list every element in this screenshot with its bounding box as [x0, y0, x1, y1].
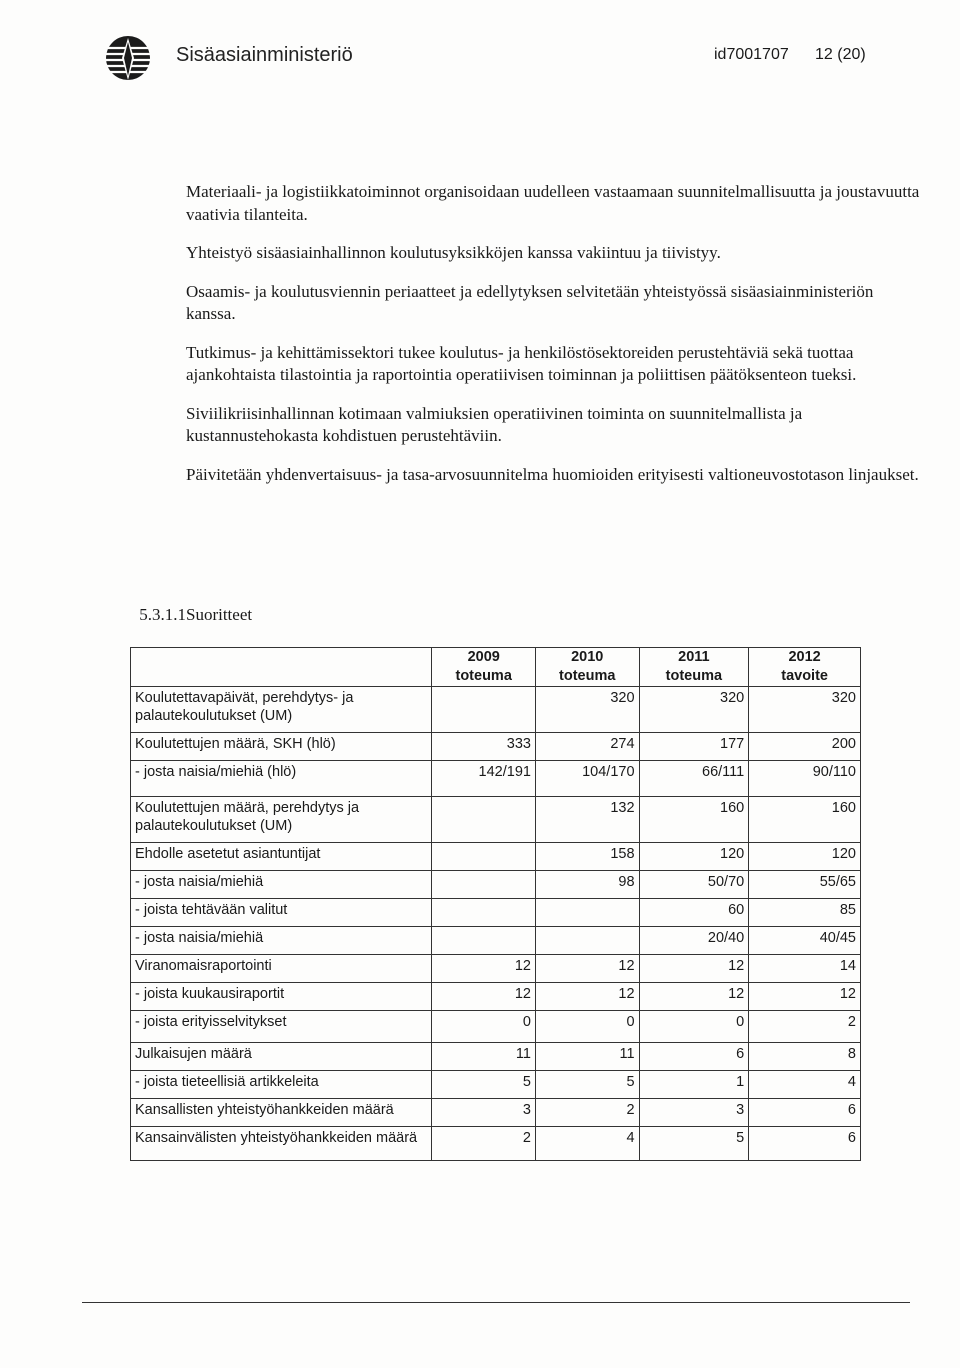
row-value: 12: [639, 983, 749, 1011]
paragraph: Osaamis- ja koulutusviennin periaatteet ja edellytyksen selvitetään yhteistyössä sisäasiainministeriön kanssa.: [186, 281, 874, 323]
table-row: [131, 927, 861, 955]
row-value: [432, 871, 536, 899]
ministry-logo-icon: [88, 28, 168, 88]
row-value: 132: [535, 797, 639, 843]
table-row: [131, 797, 861, 843]
body-text: [186, 181, 921, 502]
row-value: [432, 797, 536, 843]
paragraph: Yhteistyö sisäasiainhallinnon koulutusyksikköjen kanssa vakiintuu ja tiivistyy.: [186, 243, 721, 262]
row-value: [432, 843, 536, 871]
row-value: 160: [639, 797, 749, 843]
table-body: [131, 687, 861, 1161]
row-value: [432, 687, 536, 733]
row-value: 120: [639, 843, 749, 871]
row-label: Koulutettavapäivät, perehdytys- ja palautekoulutukset (UM): [131, 687, 432, 733]
row-label: - joista tieteellisiä artikkeleita: [131, 1071, 432, 1099]
row-value: 14: [749, 955, 861, 983]
row-value: 4: [749, 1071, 861, 1099]
row-value: 5: [639, 1127, 749, 1161]
row-label: - joista tehtävään valitut: [131, 899, 432, 927]
section-title: Suoritteet: [186, 605, 253, 624]
row-value: 1: [639, 1071, 749, 1099]
row-label: Ehdolle asetetut asiantuntijat: [131, 843, 432, 871]
row-value: 158: [535, 843, 639, 871]
table-row: [131, 955, 861, 983]
row-value: 320: [749, 687, 861, 733]
table-header-empty: [131, 648, 432, 687]
results-table: [130, 647, 861, 1161]
table-row: [131, 871, 861, 899]
row-value: 3: [639, 1099, 749, 1127]
row-label: Kansallisten yhteistyöhankkeiden määrä: [131, 1099, 432, 1127]
row-value: [432, 927, 536, 955]
paragraph: Tutkimus- ja kehittämissektori tukee koulutus- ja henkilöstösektoreiden perustehtäviä sekä tuottaa ajankohtaista tilastointia ja raportointia operatiivisen toiminnan ja poliittisen päätöksenteon tueksi.: [186, 342, 857, 384]
row-value: 60: [639, 899, 749, 927]
row-value: 12: [535, 983, 639, 1011]
paragraph: Siviilikriisinhallinnan kotimaan valmiuksien operatiivinen toiminta on suunnitelmallista ja kustannustehokasta kohdistuen perustehtäviin.: [186, 403, 803, 445]
page-number: 12 (20): [815, 46, 866, 63]
row-value: 200: [749, 733, 861, 761]
row-value: 3: [432, 1099, 536, 1127]
table-header-cell: 2011 toteuma: [639, 648, 749, 687]
row-value: 0: [535, 1011, 639, 1043]
table-row: [131, 1043, 861, 1071]
table-row: [131, 1099, 861, 1127]
row-value: 85: [749, 899, 861, 927]
row-value: 11: [432, 1043, 536, 1071]
section-number: 5.3.1.1: [139, 605, 186, 624]
row-value: 2: [749, 1011, 861, 1043]
page-header: [88, 28, 918, 88]
table-header-cell: 2009 toteuma: [432, 648, 536, 687]
row-label: - josta naisia/miehiä: [131, 871, 432, 899]
row-value: 320: [535, 687, 639, 733]
document-id: id7001707: [714, 46, 789, 63]
row-value: 11: [535, 1043, 639, 1071]
row-label: Koulutettujen määrä, SKH (hlö): [131, 733, 432, 761]
row-value: 12: [749, 983, 861, 1011]
table-header-cell: 2010 toteuma: [535, 648, 639, 687]
organization-name: Sisäasiainministeriö: [176, 44, 353, 66]
row-value: [432, 899, 536, 927]
table-row: [131, 843, 861, 871]
section-heading: [82, 605, 482, 625]
row-value: 142/191: [432, 761, 536, 797]
table-row: [131, 687, 861, 733]
row-label: Julkaisujen määrä: [131, 1043, 432, 1071]
row-label: Kansainvälisten yhteistyöhankkeiden määrä: [131, 1127, 432, 1161]
row-label: - joista erityisselvitykset: [131, 1011, 432, 1043]
row-label: - josta naisia/miehiä (hlö): [131, 761, 432, 797]
row-value: 12: [639, 955, 749, 983]
row-label: Koulutettujen määrä, perehdytys ja palautekoulutukset (UM): [131, 797, 432, 843]
row-value: 177: [639, 733, 749, 761]
row-value: [535, 927, 639, 955]
row-label: Viranomaisraportointi: [131, 955, 432, 983]
row-value: 104/170: [535, 761, 639, 797]
row-value: 12: [432, 983, 536, 1011]
row-value: 6: [749, 1127, 861, 1161]
row-value: 98: [535, 871, 639, 899]
row-value: 6: [749, 1099, 861, 1127]
row-value: 160: [749, 797, 861, 843]
paragraph: Materiaali- ja logistiikkatoiminnot organisoidaan uudelleen vastaamaan suunnitelmallisuutta ja joustavuutta vaativia tilanteita.: [186, 182, 920, 224]
row-value: 55/65: [749, 871, 861, 899]
row-value: 90/110: [749, 761, 861, 797]
table-row: [131, 1011, 861, 1043]
footer-divider: [82, 1302, 910, 1303]
table-row: [131, 1071, 861, 1099]
row-value: 12: [535, 955, 639, 983]
row-value: 2: [432, 1127, 536, 1161]
table-row: [131, 1127, 861, 1161]
row-value: 0: [639, 1011, 749, 1043]
row-value: 6: [639, 1043, 749, 1071]
row-value: 50/70: [639, 871, 749, 899]
row-value: 4: [535, 1127, 639, 1161]
row-value: 20/40: [639, 927, 749, 955]
row-value: 120: [749, 843, 861, 871]
table-row: [131, 733, 861, 761]
table-row: [131, 983, 861, 1011]
table-row: [131, 899, 861, 927]
row-value: 5: [432, 1071, 536, 1099]
row-value: 5: [535, 1071, 639, 1099]
row-value: 40/45: [749, 927, 861, 955]
table-header-cell: 2012 tavoite: [749, 648, 861, 687]
table-header-row: [131, 648, 861, 687]
row-label: - josta naisia/miehiä: [131, 927, 432, 955]
row-value: 274: [535, 733, 639, 761]
row-value: 8: [749, 1043, 861, 1071]
row-value: 12: [432, 955, 536, 983]
row-value: 333: [432, 733, 536, 761]
table-row: [131, 761, 861, 797]
row-label: - joista kuukausiraportit: [131, 983, 432, 1011]
row-value: 0: [432, 1011, 536, 1043]
row-value: 66/111: [639, 761, 749, 797]
row-value: 320: [639, 687, 749, 733]
paragraph: Päivitetään yhdenvertaisuus- ja tasa-arvosuunnitelma huomioiden erityisesti valtioneuvostotason linjaukset.: [186, 464, 919, 484]
row-value: 2: [535, 1099, 639, 1127]
row-value: [535, 899, 639, 927]
